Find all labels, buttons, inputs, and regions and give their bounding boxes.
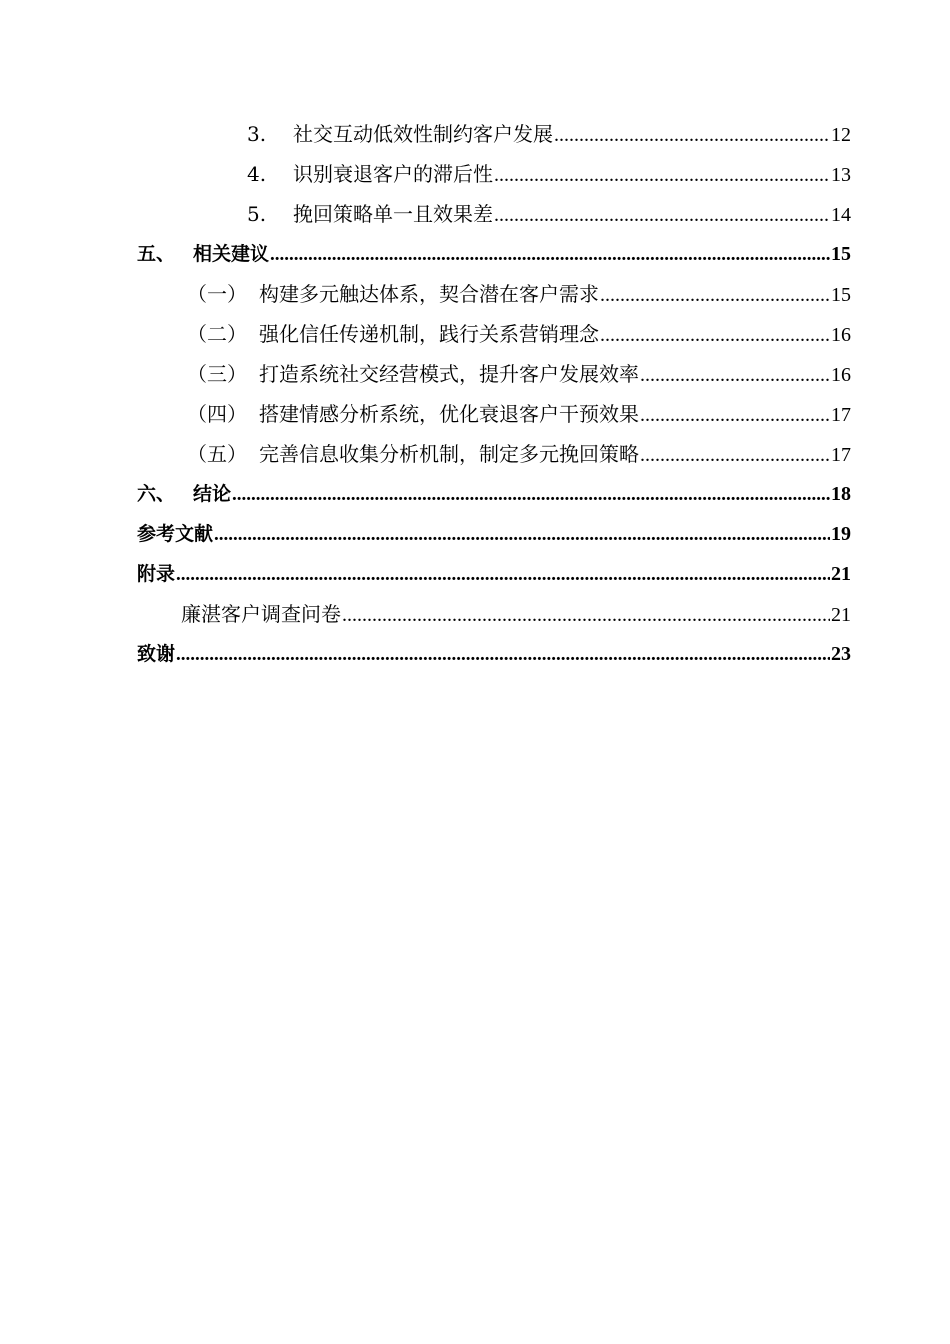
toc-entry-page: 17: [831, 444, 851, 466]
toc-entry-title: 搭建情感分析系统，优化衰退客户干预效果: [259, 402, 639, 426]
toc-dot-leader: [600, 275, 830, 315]
toc-entry-number: 5.: [247, 202, 267, 226]
toc-dot-leader: [494, 195, 830, 235]
toc-entry-title: 致谢: [137, 643, 176, 665]
toc-entry[interactable]: [137, 274, 851, 314]
toc-dot-leader: [232, 475, 830, 515]
toc-entry[interactable]: [137, 154, 851, 194]
toc-entry-title: 结论: [193, 483, 232, 505]
toc-dot-leader: [176, 555, 830, 595]
toc-chapter-entry[interactable]: [137, 474, 851, 514]
toc-dot-leader: [554, 115, 830, 155]
toc-entry-number: （二）: [187, 322, 247, 346]
toc-entry-number: （五）: [187, 442, 247, 466]
toc-chapter-entry[interactable]: [137, 634, 851, 674]
toc-entry[interactable]: [137, 354, 851, 394]
table-of-contents: [137, 114, 851, 674]
toc-entry-title: 构建多元触达体系，契合潜在客户需求: [259, 282, 599, 306]
toc-dot-leader: [494, 155, 830, 195]
toc-entry-page: 15: [831, 284, 851, 306]
toc-dot-leader: [640, 355, 830, 395]
toc-dot-leader: [600, 315, 830, 355]
toc-chapter-entry[interactable]: [137, 234, 851, 274]
toc-entry[interactable]: [137, 594, 851, 634]
toc-entry[interactable]: [137, 434, 851, 474]
toc-entry-page: 15: [831, 243, 851, 265]
toc-entry-number: 3.: [247, 122, 267, 146]
toc-entry-page: 18: [831, 483, 851, 505]
toc-chapter-entry[interactable]: [137, 554, 851, 594]
toc-entry-title: 挽回策略单一且效果差: [293, 202, 493, 226]
toc-entry-title: 打造系统社交经营模式，提升客户发展效率: [259, 362, 639, 386]
toc-dot-leader: [640, 395, 830, 435]
toc-entry-title: 识别衰退客户的滞后性: [293, 162, 493, 186]
toc-entry-page: 19: [831, 523, 851, 545]
toc-entry-page: 23: [831, 643, 851, 665]
toc-entry[interactable]: [137, 114, 851, 154]
toc-entry-page: 16: [831, 324, 851, 346]
toc-entry-page: 13: [831, 164, 851, 186]
toc-entry-number: （四）: [187, 402, 247, 426]
toc-entry-page: 21: [831, 604, 851, 626]
toc-entry-title: 附录: [137, 563, 176, 585]
toc-entry-title: 完善信息收集分析机制，制定多元挽回策略: [259, 442, 639, 466]
toc-dot-leader: [640, 435, 830, 475]
toc-entry-title: 相关建议: [193, 243, 270, 265]
toc-entry-title: 社交互动低效性制约客户发展: [293, 122, 553, 146]
toc-entry[interactable]: [137, 394, 851, 434]
toc-entry-number: （三）: [187, 362, 247, 386]
toc-entry-page: 14: [831, 204, 851, 226]
toc-entry-page: 17: [831, 404, 851, 426]
toc-dot-leader: [342, 595, 830, 635]
toc-dot-leader: [270, 235, 830, 275]
toc-entry-page: 21: [831, 563, 851, 585]
toc-dot-leader: [176, 635, 830, 675]
toc-entry-page: 12: [831, 124, 851, 146]
toc-entry-number: 4.: [247, 162, 267, 186]
toc-entry-number: 六、: [137, 483, 176, 505]
toc-entry-page: 16: [831, 364, 851, 386]
toc-entry-title: 廉湛客户调查问卷: [181, 602, 341, 626]
toc-dot-leader: [214, 515, 830, 555]
toc-entry-number: （一）: [187, 282, 247, 306]
toc-entry-number: 五、: [137, 243, 176, 265]
toc-entry[interactable]: [137, 194, 851, 234]
toc-entry[interactable]: [137, 314, 851, 354]
toc-entry-title: 强化信任传递机制，践行关系营销理念: [259, 322, 599, 346]
toc-entry-title: 参考文献: [137, 523, 214, 545]
toc-chapter-entry[interactable]: [137, 514, 851, 554]
